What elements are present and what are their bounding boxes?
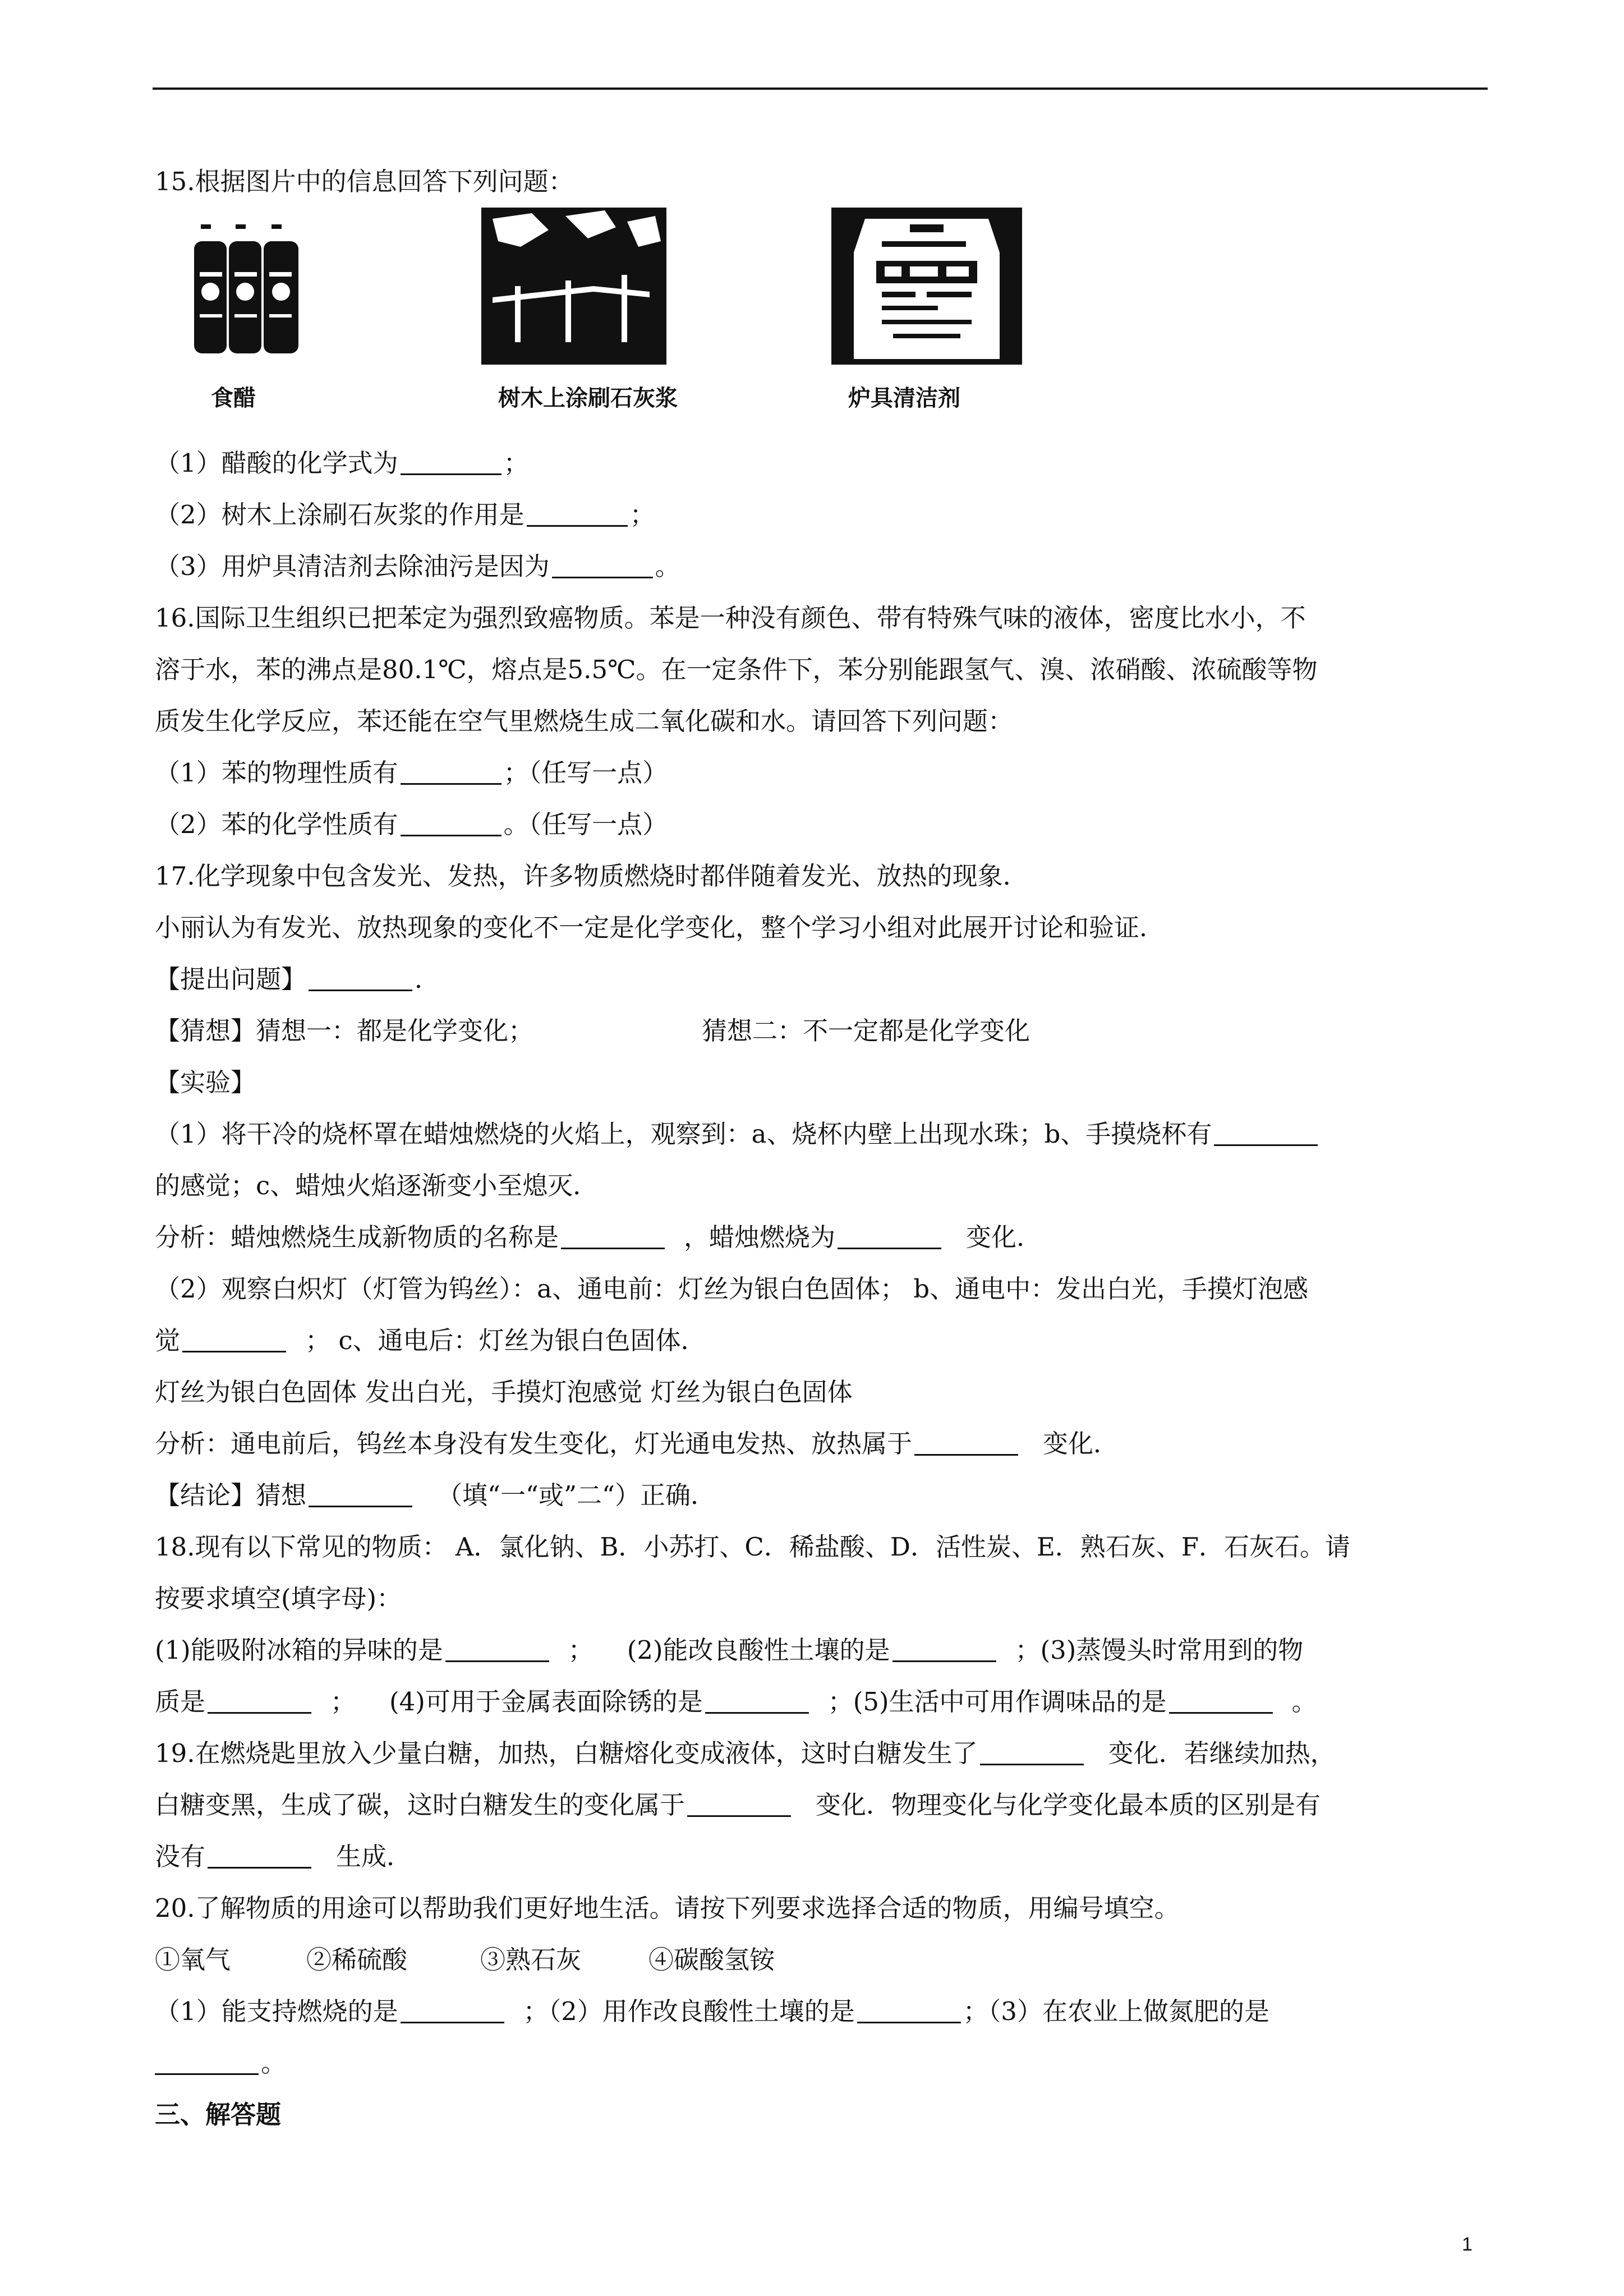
- q15-sub1: [155, 438, 1490, 489]
- answer-blank[interactable]: [309, 965, 412, 991]
- option-item: ①氧气: [155, 1945, 231, 1975]
- option-item: ④碳酸氢铵: [648, 1945, 775, 1975]
- text: ；: [568, 1635, 594, 1665]
- q19-l3: [155, 1831, 1490, 1883]
- page-number: 1: [1462, 2234, 1473, 2255]
- text: 变化．: [966, 1222, 1042, 1252]
- text: 。: [655, 551, 680, 581]
- text: 白糖变黑，生成了碳，这时白糖发生的变化属于: [155, 1790, 686, 1820]
- q18-l3: [155, 1625, 1490, 1676]
- q16-line: 质发生化学反应，苯还能在空气里燃烧生成二氧化碳和水。请回答下列问题：: [155, 706, 1014, 736]
- text: 【猜想】猜想一：都是化学变化；: [155, 1016, 534, 1046]
- text: ；(5)生活中可用作调味品的是: [827, 1687, 1167, 1717]
- text: 猜想二：不一定都是化学变化: [702, 1016, 1030, 1046]
- answer-blank[interactable]: [687, 1791, 791, 1817]
- text: 没有: [155, 1842, 206, 1871]
- answer-blank[interactable]: [914, 1429, 1018, 1456]
- answer-blank[interactable]: [705, 1687, 809, 1714]
- text: （1）能支持燃烧的是: [155, 1996, 398, 2026]
- header-rule: [153, 88, 1488, 90]
- q18-line: 按要求填空(填字母)：: [155, 1584, 402, 1613]
- q19-l2: [155, 1779, 1490, 1831]
- content: [155, 156, 1490, 2141]
- text: 变化．若继续加热，: [1108, 1738, 1336, 1768]
- text: （1）苯的物理性质有: [155, 758, 398, 788]
- answer-blank[interactable]: [1214, 1120, 1318, 1146]
- answer-blank[interactable]: [527, 500, 628, 527]
- option-item: ②稀硫酸: [306, 1945, 408, 1975]
- text: （1）醋酸的化学式为: [155, 448, 398, 478]
- section-heading: 三、解答题: [155, 2100, 282, 2129]
- answer-blank[interactable]: [309, 1481, 412, 1507]
- text: ；（2）用作改良酸性土壤的是: [523, 1996, 855, 2026]
- text: ；: [330, 1687, 356, 1717]
- answer-blank[interactable]: [401, 758, 502, 785]
- text: （1）将干冷的烧杯罩在蜡烛燃烧的火焰上，观察到：a、烧杯内壁上出现水珠；b、手摸烧杯有: [155, 1119, 1212, 1149]
- answer-blank[interactable]: [401, 810, 502, 836]
- text: 。: [1291, 1687, 1317, 1717]
- q17-exp: 【实验】: [155, 1068, 256, 1097]
- image-caption: 树木上涂刷石灰浆: [498, 385, 678, 411]
- answer-blank[interactable]: [401, 449, 502, 475]
- answer-blank[interactable]: [401, 1997, 504, 2023]
- text: (1)能吸附冰箱的异味的是: [155, 1635, 443, 1665]
- text: （2）苯的化学性质有: [155, 809, 398, 839]
- answer-blank[interactable]: [155, 2049, 259, 2075]
- answer-blank[interactable]: [552, 552, 653, 578]
- q17-e2a: （2）观察白炽灯（灯管为钨丝）：a、通电前：灯丝为银白色固体； b、通电中：发出白光，手摸灯泡感: [155, 1274, 1309, 1304]
- answer-blank[interactable]: [838, 1223, 941, 1249]
- cleaner-bottle-image: [831, 208, 1022, 411]
- trees-lime-image: [481, 208, 678, 411]
- text: ；（任写一点）: [503, 758, 668, 788]
- answer-blank[interactable]: [561, 1223, 665, 1249]
- text: 质是: [155, 1687, 206, 1717]
- text: ；: [629, 500, 655, 530]
- text: （3）用炉具清洁剂去除油污是因为: [155, 551, 550, 581]
- text: ，蜡烛燃烧为: [684, 1222, 836, 1252]
- text: 【结论】猜想: [155, 1480, 307, 1510]
- text: 19.在燃烧匙里放入少量白糖，加热，白糖熔化变成液体，这时白糖发生了: [155, 1738, 978, 1768]
- answer-blank[interactable]: [445, 1636, 549, 1662]
- q18-line: 18.现有以下常见的物质： A．氯化钠、B．小苏打、C．稀盐酸、D．活性炭、E．熟石灰、F．石灰石。请: [155, 1532, 1351, 1562]
- q16-sub1: [155, 747, 1490, 799]
- text: 【提出问题】: [155, 964, 307, 994]
- q18-l4: [155, 1676, 1490, 1728]
- q16-line: 16.国际卫生组织已把苯定为强烈致癌物质。苯是一种没有颜色、带有特殊气味的液体，密度比水小，不: [155, 603, 1306, 633]
- q20-line: 20.了解物质的用途可以帮助我们更好地生活。请按下列要求选择合适的物质，用编号填空。: [155, 1893, 1180, 1923]
- option-item: ③熟石灰: [480, 1945, 582, 1975]
- q15-sub3: [155, 541, 1490, 592]
- text: 。: [261, 2048, 287, 2078]
- vinegar-bottles-image: [177, 208, 351, 411]
- q15-sub2: [155, 489, 1490, 541]
- text: (4)可用于金属表面除锈的是: [389, 1687, 703, 1717]
- answer-blank[interactable]: [892, 1636, 996, 1662]
- answer-blank[interactable]: [208, 1687, 311, 1714]
- text: ；（3）在农业上做氮肥的是: [963, 1996, 1269, 2026]
- text: (2)能改良酸性土壤的是: [627, 1635, 890, 1665]
- q17-line: 17.化学现象中包含发光、发热，许多物质燃烧时都伴随着发光、放热的现象．: [155, 861, 1028, 891]
- q15-stem: 15.根据图片中的信息回答下列问题：: [155, 167, 574, 196]
- q17-an1: [155, 1212, 1490, 1263]
- text: 变化．: [1043, 1429, 1119, 1458]
- image-caption: 食醋: [211, 385, 256, 411]
- q17-e2c: 灯丝为银白色固体 发出白光，手摸灯泡感觉 灯丝为银白色固体: [155, 1377, 853, 1407]
- q17-concl: [155, 1470, 1490, 1521]
- q20-l4: [155, 2037, 1490, 2089]
- answer-blank[interactable]: [980, 1739, 1084, 1765]
- text: ；: [503, 448, 529, 478]
- q17-guess: [155, 1005, 1490, 1057]
- image-caption: 炉具清洁剂: [848, 385, 960, 411]
- text: 变化．物理变化与化学变化最本质的区别是有: [816, 1790, 1321, 1820]
- text: 生成．: [336, 1842, 412, 1871]
- q19-l1: [155, 1728, 1490, 1779]
- q17-e1a: [155, 1108, 1490, 1160]
- q20-l3: [155, 1986, 1490, 2037]
- text: 分析：通电前后，钨丝本身没有发生变化，灯光通电发热、放热属于: [155, 1429, 913, 1458]
- text: ；(3)蒸馒头时常用到的物: [1015, 1635, 1304, 1665]
- q17-e1b: 的感觉；c、蜡烛火焰逐渐变小至熄灭．: [155, 1171, 599, 1200]
- answer-blank[interactable]: [182, 1326, 286, 1352]
- text: ．: [415, 964, 440, 994]
- answer-blank[interactable]: [857, 1997, 961, 2023]
- q16-line: 溶于水，苯的沸点是80.1℃，熔点是5.5℃。在一定条件下，苯分别能跟氢气、溴、浓硝酸、浓硫酸等物: [155, 655, 1318, 684]
- q17-ask: [155, 954, 1490, 1005]
- text: 觉: [155, 1326, 181, 1355]
- answer-blank[interactable]: [208, 1842, 311, 1869]
- answer-blank[interactable]: [1169, 1687, 1273, 1714]
- text: ； c、通电后：灯丝为银白色固体．: [305, 1326, 706, 1355]
- text: 。（任写一点）: [503, 809, 668, 839]
- q17-line: 小丽认为有发光、放热现象的变化不一定是化学变化，整个学习小组对此展开讨论和验证．: [155, 913, 1165, 942]
- q15-images: [155, 208, 1490, 438]
- text: 分析：蜡烛燃烧生成新物质的名称是: [155, 1222, 559, 1252]
- q17-an2: [155, 1418, 1490, 1470]
- q16-sub2: [155, 799, 1490, 850]
- text: （2）树木上涂刷石灰浆的作用是: [155, 500, 525, 530]
- q20-options: [155, 1934, 1490, 1986]
- q17-e2b: [155, 1315, 1490, 1366]
- text: （填“一“或”二“）正确．: [437, 1480, 716, 1510]
